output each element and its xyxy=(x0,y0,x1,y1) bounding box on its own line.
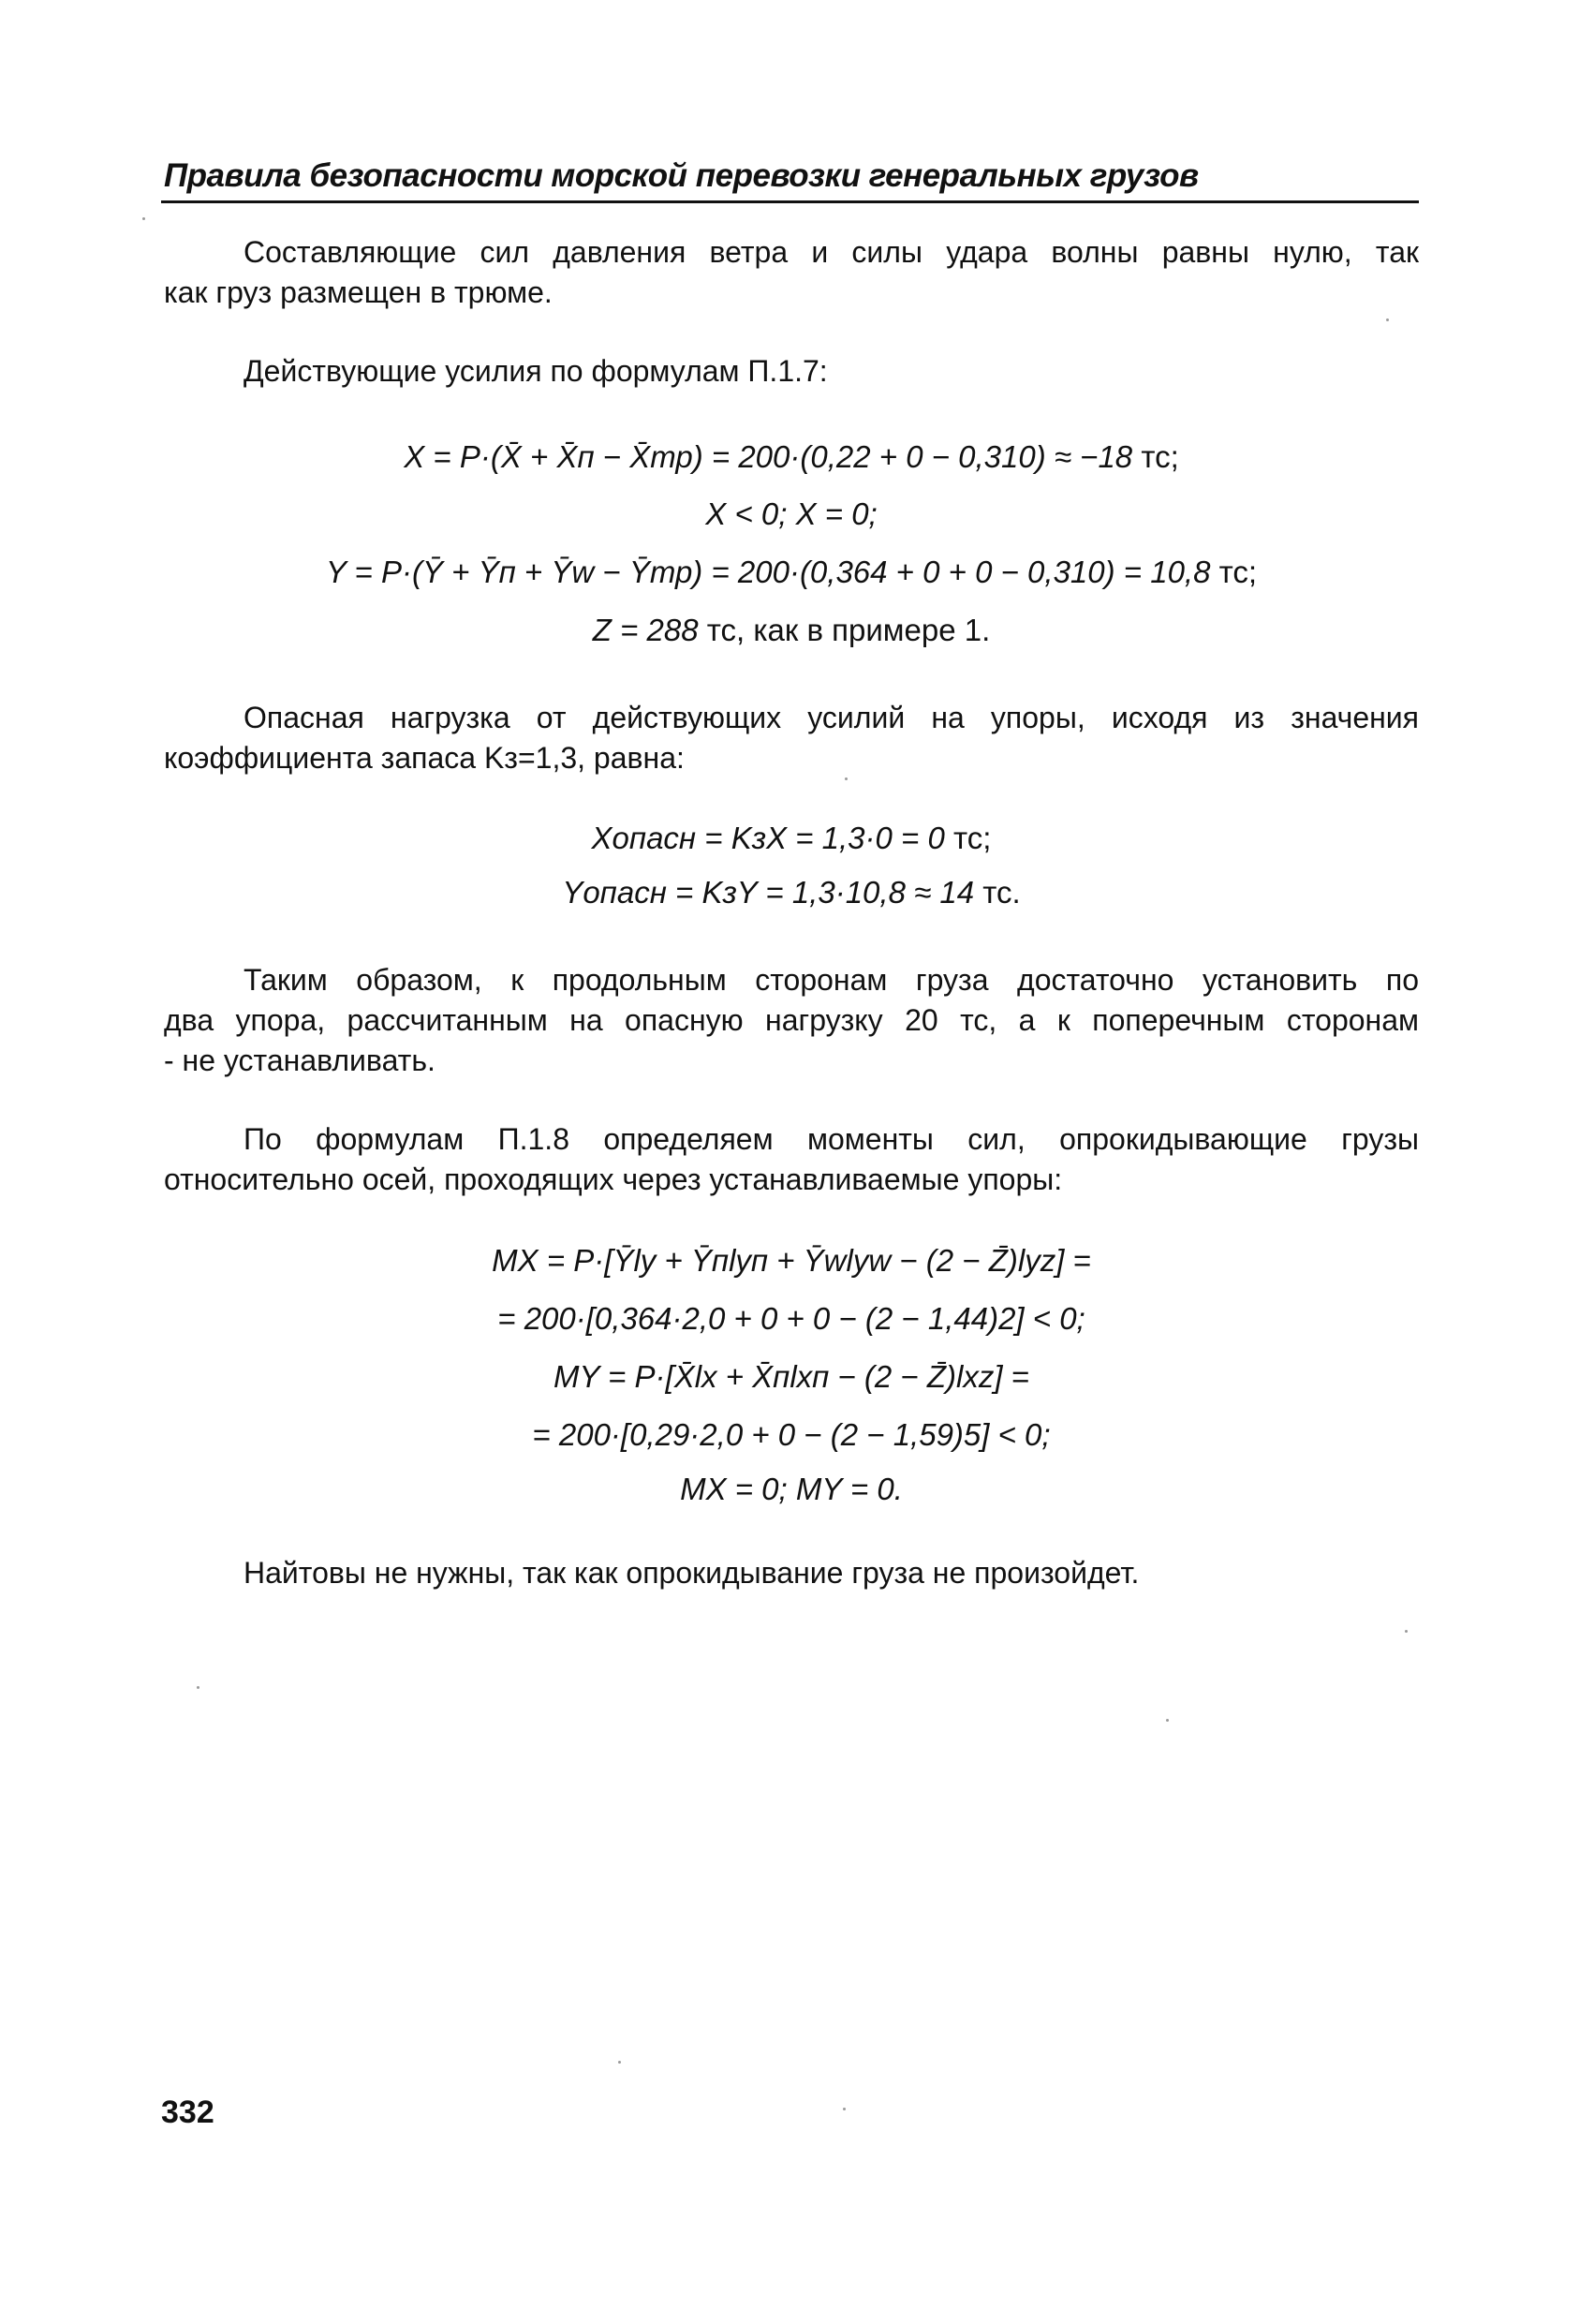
formula-unit: тс, как в примере 1. xyxy=(706,613,991,647)
formula-text: Yопасн = KзY = 1,3·10,8 ≈ 14 xyxy=(562,875,975,910)
scan-speck xyxy=(618,2061,621,2064)
formula-z xyxy=(164,609,1419,652)
scan-speck xyxy=(845,777,848,780)
formula-mx xyxy=(164,1239,1419,1282)
text-line: относительно осей, проходящих через устанавливаемые упоры: xyxy=(164,1162,1063,1196)
text-line: По формулам П.1.8 определяем моменты сил, опрокидывающие грузы xyxy=(244,1122,1419,1156)
paragraph-wind-forces xyxy=(164,232,1419,313)
text-line: Найтовы не нужны, так как опрокидывание груза не произойдет. xyxy=(244,1556,1140,1590)
scan-speck xyxy=(1166,1719,1169,1722)
formula-y xyxy=(164,551,1419,594)
paragraph-acting-forces-intro xyxy=(164,351,1419,392)
running-head: Правила безопасности морской перевозки генеральных грузов xyxy=(164,157,1199,194)
formula-unit: тс; xyxy=(1218,555,1258,589)
text-line: Таким образом, к продольным сторонам груза достаточно установить по xyxy=(244,963,1419,997)
text-line: Действующие усилия по формулам П.1.7: xyxy=(244,354,828,388)
formula-moments-zero xyxy=(164,1468,1419,1511)
scan-speck xyxy=(142,217,145,220)
text-line: - не устанавливать. xyxy=(164,1044,435,1077)
formula-text: = 200·[0,29·2,0 + 0 − (2 − 1,59)5] < 0; xyxy=(532,1417,1051,1452)
header-rule xyxy=(161,200,1419,203)
text-line: как груз размещен в трюме. xyxy=(164,275,553,309)
text-line: два упора, рассчитанным на опасную нагрузку 20 тс, а к поперечным сторонам xyxy=(164,1003,1419,1037)
formula-x xyxy=(164,436,1419,479)
page-number: 332 xyxy=(161,2095,214,2130)
text-line: коэффициента запаса Kз=1,3, равна: xyxy=(164,741,685,775)
scan-speck xyxy=(1405,1630,1408,1633)
formula-y-dangerous xyxy=(164,871,1419,914)
paragraph-lashing-conclusion xyxy=(164,1553,1419,1593)
scan-speck xyxy=(197,1686,199,1689)
formula-unit: тс; xyxy=(1141,439,1179,474)
text-line: Составляющие сил давления ветра и силы удара волны равны нулю, так xyxy=(244,235,1419,269)
paragraph-dangerous-load xyxy=(164,698,1419,778)
formula-x-condition xyxy=(164,493,1419,536)
formula-my-value xyxy=(164,1414,1419,1457)
paragraph-moments-intro xyxy=(164,1119,1419,1200)
formula-unit: тс; xyxy=(953,821,992,855)
scan-speck xyxy=(843,2108,846,2110)
formula-my xyxy=(164,1355,1419,1399)
formula-text: MX = P·[Ȳly + Ȳпlyп + Ȳwlyw − (2 − Z̄)lyz] = xyxy=(492,1243,1091,1278)
formula-x-dangerous xyxy=(164,817,1419,860)
formula-text: Z = 288 xyxy=(592,613,699,647)
formula-text: Y = P·(Ȳ + Ȳп + Ȳw − Ȳтр) = 200·(0,364 + 0 + 0 − 0,310) = 10,8 xyxy=(325,555,1211,589)
scan-speck xyxy=(1386,318,1389,321)
formula-text: X = P·(X̄ + X̄п − X̄тр) = 200·(0,22 + 0 − 0,310) ≈ −18 xyxy=(404,439,1133,474)
formula-text: Xопасн = KзX = 1,3·0 = 0 xyxy=(591,821,945,855)
formula-text: MX = 0; MY = 0. xyxy=(680,1472,903,1506)
formula-text: MY = P·[X̄lx + X̄пlxп − (2 − Z̄)lxz] = xyxy=(553,1359,1029,1394)
text-line: Опасная нагрузка от действующих усилий на упоры, исходя из значения xyxy=(244,701,1419,734)
paragraph-stops-conclusion xyxy=(164,960,1419,1081)
formula-text: X < 0; X = 0; xyxy=(705,496,878,531)
formula-text: = 200·[0,364·2,0 + 0 + 0 − (2 − 1,44)2] < 0; xyxy=(497,1301,1085,1336)
formula-unit: тс. xyxy=(982,875,1021,910)
formula-mx-value xyxy=(164,1297,1419,1340)
